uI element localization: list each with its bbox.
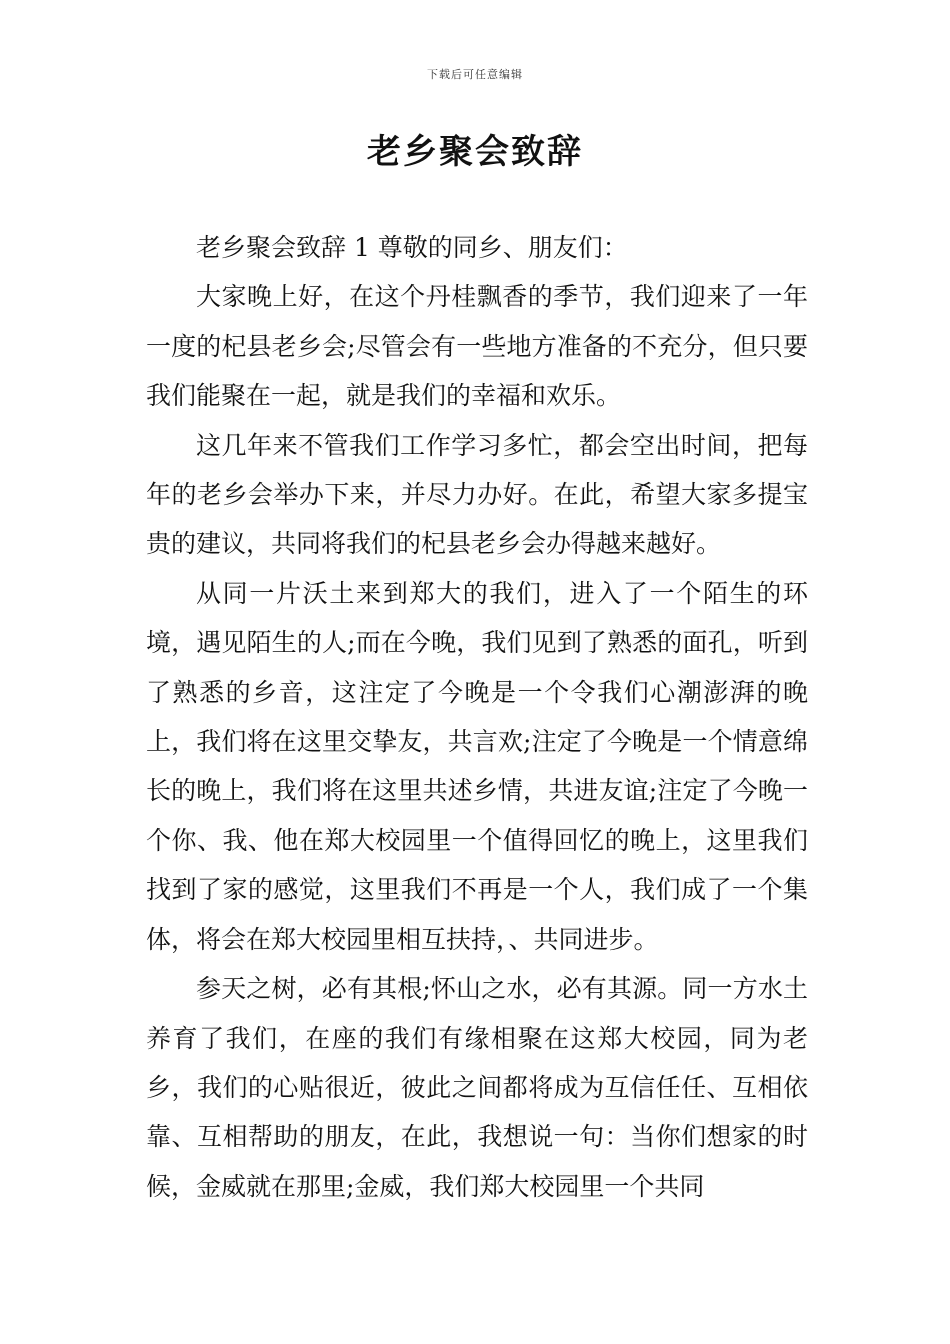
paragraph-3: 这几年来不管我们工作学习多忙，都会空出时间，把每年的老乡会举办下来，并尽力办好。在此，希望大家多提宝贵的建议，共同将我们的杞县老乡会办得越来越好。 <box>146 430 808 559</box>
paragraph-1: 老乡聚会致辞 1 尊敬的同乡、朋友们： <box>196 233 628 262</box>
document-title: 老乡聚会致辞 <box>367 132 583 172</box>
document-body <box>146 223 808 1211</box>
paragraph-4: 从同一片沃土来到郑大的我们，进入了一个陌生的环境，遇见陌生的人;而在今晚，我们见到了熟悉的面孔，听到了熟悉的乡音，这注定了今晚是一个令我们心潮澎湃的晚上，我们将在这里交挚友，共言欢;注定了今晚是一个情意绵长的晚上，我们将在这里共述乡情，共进友谊;注定了今晚一个你、我、他在郑大校园里一个值得回忆的晚上，这里我们找到了家的感觉，这里我们不再是一个人，我们成了一个集体，将会在郑大校园里相互扶持，、共同进步。 <box>146 578 808 954</box>
header-note: 下载后可任意编辑 <box>427 68 523 81</box>
paragraph-2: 大家晚上好，在这个丹桂飘香的季节，我们迎来了一年一度的杞县老乡会;尽管会有一些地方准备的不充分，但只要我们能聚在一起，就是我们的幸福和欢乐。 <box>146 282 808 411</box>
paragraph-5: 参天之树，必有其根;怀山之水，必有其源。同一方水土养育了我们，在座的我们有缘相聚在这郑大校园，同为老乡，我们的心贴很近，彼此之间都将成为互信任任、互相依靠、互相帮助的朋友，在此，我想说一句：当你们想家的时候，金威就在那里;金威，我们郑大校园里一个共同 <box>146 974 808 1201</box>
